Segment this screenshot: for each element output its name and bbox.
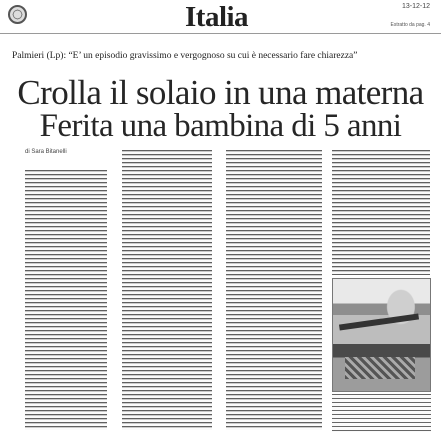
- article-column-4: [332, 150, 430, 275]
- headline-line-1: Crolla il solaio in una materna: [17, 73, 424, 112]
- kicker: Palmieri (Lp): “E’ un episodio gravissimo e vergognoso su cui è necessario fare chiarezza”: [12, 51, 358, 61]
- article-photo: [332, 278, 431, 392]
- newspaper-seal-icon: [8, 5, 27, 24]
- photo-caption: [332, 394, 431, 432]
- page-reference: Estratto da pag. 4: [390, 22, 430, 28]
- photo-beam: [339, 313, 419, 330]
- issue-date: 13-12-12: [401, 3, 430, 10]
- headline-line-2: Ferita una bambina di 5 anni: [39, 108, 402, 144]
- section-title: Italia: [185, 1, 249, 33]
- byline: di Sara Bitanelli: [25, 149, 67, 155]
- article-column-1: [25, 170, 107, 430]
- article-column-2: [122, 150, 212, 430]
- article-column-3: [226, 150, 322, 430]
- masthead: [0, 0, 441, 34]
- photo-debris: [345, 357, 415, 379]
